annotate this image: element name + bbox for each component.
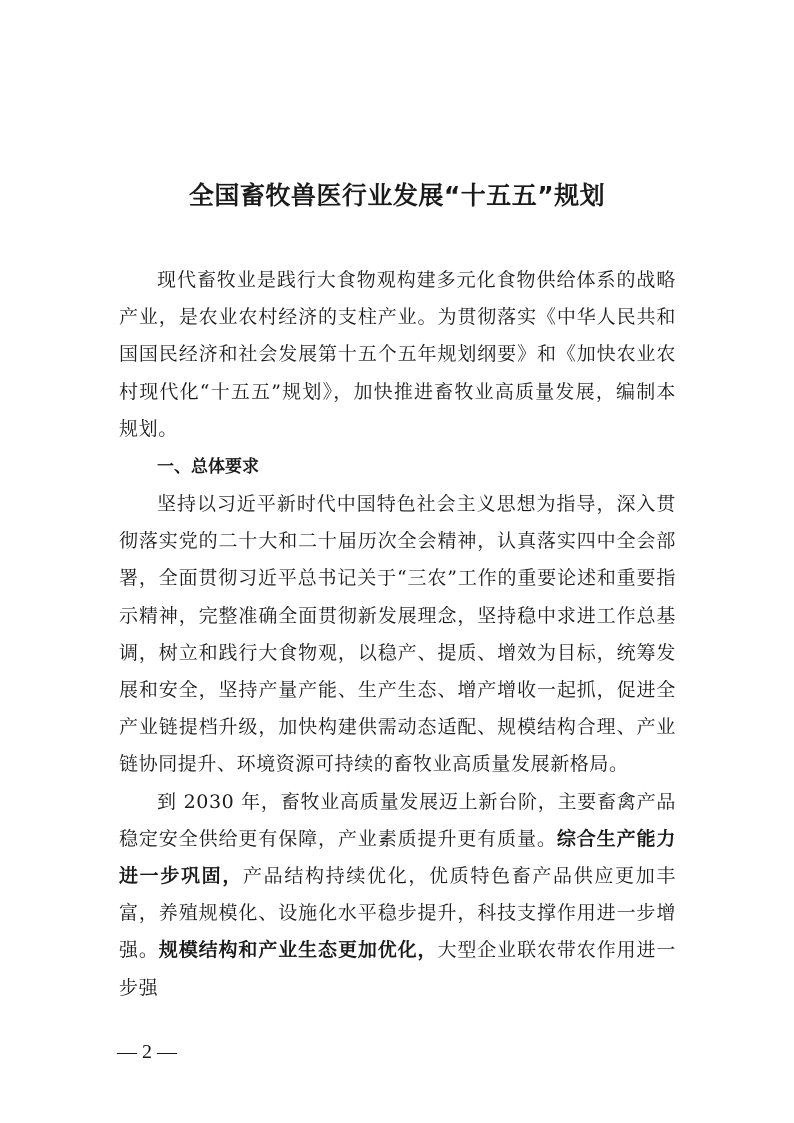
goals-text-3: 大型企业联农带农作用进一步强 [119,939,677,999]
goals-text-1: 到 2030 年，畜牧业高质量发展迈上新台阶，主要畜禽产品稳定安全供给更有保障，产业素质提升更有质量。 [119,790,676,850]
goals-bold-phrase-1: 综合生产能力进一步巩固， [119,827,676,888]
document-body [119,262,676,1007]
intro-paragraph: 现代畜牧业是践行大食物观构建多元化食物供给体系的战略产业，是农业农村经济的支柱产业。为贯彻落实《中华人民共和国国民经济和社会发展第十五个五年规划纲要》和《加快农业农村现代化“十五五”规划》，加快推进畜牧业高质量发展，编制本规划。 [119,269,676,440]
goals-paragraph [119,784,676,1007]
guiding-principles-paragraph: 坚持以习近平新时代中国特色社会主义思想为指导，深入贯彻落实党的二十大和二十届历次全会精神，认真落实四中全会部署，全面贯彻习近平总书记关于“三农”工作的重要论述和重要指示精神，完整准确全面贯彻新发展理念，坚持稳中求进工作总基调，树立和践行大食物观，以稳产、提质、增效为目标，统筹发展和安全，坚持产量产能、生产生态、增产增收一起抓，促进全产业链提档升级，加快构建供需动态适配、规模结构合理、产业链协同提升、环境资源可持续的畜牧业高质量发展新格局。 [119,493,676,776]
page-number: — 2 — [117,1041,177,1063]
goals-text-2: 产品结构持续优化，优质特色畜产品供应更加丰富，养殖规模化、设施化水平稳步提升，科技支撑作用进一步增强。 [119,865,676,962]
document-title: 全国畜牧兽医行业发展“十五五”规划 [188,181,606,210]
goals-bold-phrase-2: 规模结构和产业生态更加优化， [158,939,438,962]
section-heading-general-requirements: 一、总体要求 [157,457,259,478]
